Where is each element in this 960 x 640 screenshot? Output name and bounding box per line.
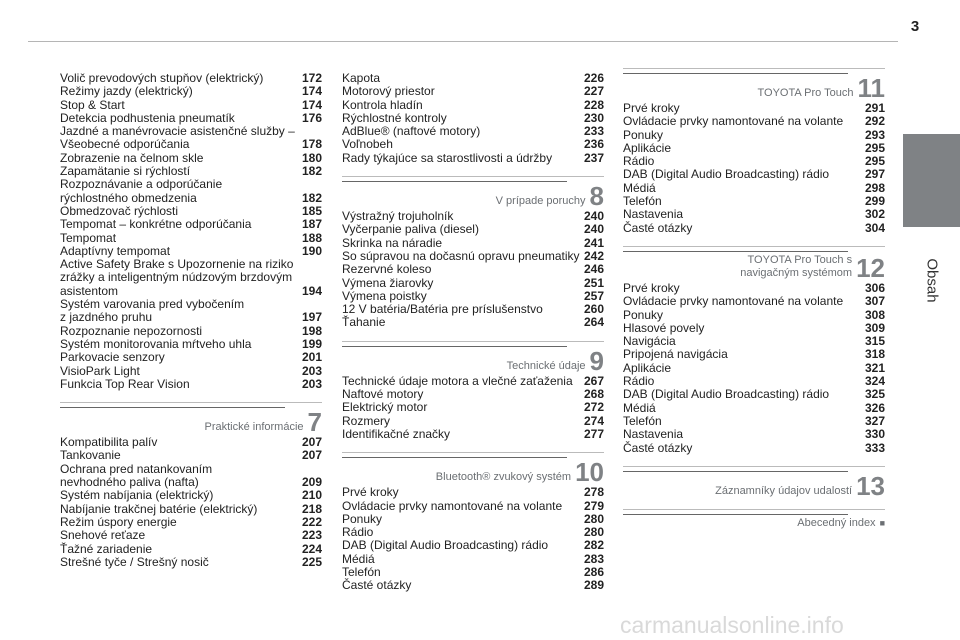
toc-entry[interactable] xyxy=(342,415,604,428)
toc-entry-page: 264 xyxy=(583,315,604,330)
toc-entry[interactable] xyxy=(623,362,885,375)
toc-entry-page: 304 xyxy=(864,220,885,235)
toc-entry-page: 194 xyxy=(301,283,322,298)
toc-entry[interactable] xyxy=(342,263,604,276)
toc-entry[interactable] xyxy=(623,322,885,335)
toc-entry-title: Ponuky xyxy=(342,511,383,526)
toc-entry[interactable] xyxy=(60,338,322,351)
toc-entry-title: Rezervné koleso xyxy=(342,262,432,277)
toc-entry-title: Motorový priestor xyxy=(342,84,435,99)
section-rule-light xyxy=(60,402,322,403)
section-title: TOYOTA Pro Touch xyxy=(757,87,854,99)
toc-entry-title: Rozpoznávanie a odporúčanie rýchlostného obmedzenia xyxy=(60,177,223,205)
section-number: 13 xyxy=(856,470,885,501)
toc-entry-title: DAB (Digital Audio Broadcasting) rádio xyxy=(342,538,549,553)
toc-entry-title: Prvé kroky xyxy=(623,280,680,295)
toc-entry-title: Rádio xyxy=(623,374,655,389)
toc-entry-page: 291 xyxy=(864,101,885,115)
toc-entry-page: 218 xyxy=(301,501,322,516)
toc-entry[interactable] xyxy=(60,503,322,516)
toc-entry-title: Prvé kroky xyxy=(623,101,680,115)
toc-entry[interactable] xyxy=(623,335,885,348)
toc-entry-title: Telefón xyxy=(623,413,662,428)
toc-entry-page: 268 xyxy=(583,387,604,402)
toc-entry-page: 318 xyxy=(864,347,885,362)
toc-entry[interactable] xyxy=(342,500,604,513)
section-number: 7 xyxy=(307,407,322,438)
toc-entry-page: 302 xyxy=(864,207,885,222)
toc-entry-title: AdBlue® (naftové motory) xyxy=(342,124,481,139)
toc-entry-title: Vyčerpanie paliva (diesel) xyxy=(342,222,479,237)
toc-entry-title: Active Safety Brake s Upozornenie na riziko zrážky a inteligentným núdzovým brzdovým asistentom xyxy=(60,257,294,298)
toc-entry-title: DAB (Digital Audio Broadcasting) rádio xyxy=(623,167,830,182)
toc-entry[interactable] xyxy=(623,282,885,295)
toc-entry-title: Navigácia xyxy=(623,334,676,349)
toc-entry-title: Detekcia podhustenia pneumatík xyxy=(60,110,235,125)
toc-entry-page: 251 xyxy=(583,275,604,290)
toc-entry-page: 197 xyxy=(301,310,322,325)
toc-entry[interactable] xyxy=(60,516,322,529)
toc-entry-title: Identifikačné značky xyxy=(342,426,451,441)
toc-entry-title: Nastavenia xyxy=(623,427,684,442)
toc-entry[interactable] xyxy=(623,155,885,168)
toc-entry-page: 174 xyxy=(301,97,322,112)
toc-entry-title: Režimy jazdy (elektrický) xyxy=(60,84,193,99)
section-title: Bluetooth® zvukový systém xyxy=(435,471,572,484)
section-rule xyxy=(623,514,848,515)
toc-entry-page: 198 xyxy=(301,323,322,338)
toc-entry-title: Ovládacie prvky namontované na volante xyxy=(623,114,844,129)
section-rule xyxy=(623,251,848,252)
toc-entry-page: 207 xyxy=(301,435,322,450)
toc-entry[interactable] xyxy=(623,415,885,428)
toc-entry[interactable] xyxy=(60,165,322,178)
toc-entry-page: 226 xyxy=(583,71,604,85)
toc-entry-title: Obmedzovač rýchlosti xyxy=(60,203,179,218)
section-header[interactable] xyxy=(623,509,885,530)
toc-entry-page: 277 xyxy=(583,426,604,441)
toc-entry[interactable] xyxy=(342,290,604,303)
toc-entry-title: Systém nabíjania (elektrický) xyxy=(60,488,214,503)
toc-column-1 xyxy=(60,72,322,569)
toc-entry-page: 267 xyxy=(583,373,604,388)
toc-entry-page: 327 xyxy=(864,413,885,428)
toc-entry-title: Ovládacie prvky namontované na volante xyxy=(342,498,563,513)
toc-entry-title: Voľnobeh xyxy=(342,137,393,152)
toc-entry[interactable] xyxy=(623,295,885,308)
section-number: 11 xyxy=(857,73,885,103)
toc-entry-page: 210 xyxy=(301,488,322,503)
toc-entry-title: Jazdné a manévrovacie asistenčné služby – Všeobecné odporúčania xyxy=(60,124,295,152)
toc-entry-page: 293 xyxy=(864,127,885,142)
toc-entry[interactable] xyxy=(342,99,604,112)
toc-entry-page: 280 xyxy=(583,525,604,540)
section-title: Praktické informácie xyxy=(204,421,304,434)
toc-entry-page: 240 xyxy=(583,222,604,237)
toc-entry-page: 257 xyxy=(583,288,604,303)
square-bullet-icon: ■ xyxy=(879,517,885,528)
toc-entry[interactable] xyxy=(623,208,885,221)
toc-entry[interactable] xyxy=(342,316,604,329)
toc-entry-title: VisioPark Light xyxy=(60,363,140,378)
section-number: 8 xyxy=(589,181,604,212)
toc-entry[interactable] xyxy=(60,112,322,125)
toc-entry[interactable] xyxy=(342,112,604,125)
toc-entry-page: 230 xyxy=(583,110,604,125)
toc-entry-page: 282 xyxy=(583,538,604,553)
toc-entry[interactable] xyxy=(342,237,604,250)
toc-entry-page: 308 xyxy=(864,307,885,322)
toc-entry-title: Hlasové povely xyxy=(623,320,705,335)
section-header[interactable] xyxy=(342,341,604,376)
toc-entry[interactable] xyxy=(623,168,885,181)
toc-entry[interactable] xyxy=(342,539,604,552)
toc-entry-page: 307 xyxy=(864,294,885,309)
toc-entry-page: 182 xyxy=(301,190,322,205)
toc-entry-title: Ťažné zariadenie xyxy=(60,541,153,556)
toc-entry-page: 330 xyxy=(864,427,885,442)
toc-entry-page: 283 xyxy=(583,551,604,566)
toc-entry-page: 199 xyxy=(301,336,322,351)
section-header[interactable] xyxy=(623,246,885,283)
toc-entry[interactable] xyxy=(60,258,322,298)
section-header[interactable] xyxy=(60,402,322,438)
toc-column-2 xyxy=(342,72,604,593)
toc-entry[interactable] xyxy=(623,182,885,195)
toc-entry[interactable] xyxy=(60,449,322,462)
toc-entry-title: Prvé kroky xyxy=(342,485,399,500)
toc-entry[interactable] xyxy=(342,388,604,401)
toc-entry-title: Výstražný trojuholník xyxy=(342,209,454,224)
toc-entry[interactable] xyxy=(623,222,885,235)
toc-entry[interactable] xyxy=(342,579,604,592)
toc-entry-title: Výmena žiarovky xyxy=(342,275,434,290)
toc-entry-page: 324 xyxy=(864,374,885,389)
toc-entry[interactable] xyxy=(60,378,322,391)
toc-entry-page: 172 xyxy=(301,71,322,85)
section-rule-light xyxy=(623,509,885,510)
section-number: 9 xyxy=(589,345,604,376)
toc-entry[interactable] xyxy=(342,85,604,98)
toc-entry[interactable] xyxy=(623,102,885,115)
toc-entry[interactable] xyxy=(60,218,322,231)
toc-entry-page: 209 xyxy=(301,475,322,490)
section-rule-light xyxy=(342,176,604,177)
section-rule-light xyxy=(623,466,885,467)
toc-entry[interactable] xyxy=(623,375,885,388)
toc-entry[interactable] xyxy=(623,348,885,361)
toc-column-3 xyxy=(623,68,885,532)
toc-entry-title: Zapamätanie si rýchlostí xyxy=(60,164,191,179)
toc-entry-title: Kontrola hladín xyxy=(342,97,423,112)
toc-entry-title: Nastavenia xyxy=(623,207,684,222)
toc-entry[interactable] xyxy=(60,205,322,218)
toc-entry-title: Aplikácie xyxy=(623,360,672,375)
section-rule xyxy=(623,73,848,74)
toc-entry-page: 227 xyxy=(583,84,604,99)
toc-entry-title: Médiá xyxy=(342,551,375,566)
toc-entry[interactable] xyxy=(623,142,885,155)
toc-entry-title: Snehové reťaze xyxy=(60,528,146,543)
top-rule xyxy=(28,41,898,42)
toc-entry[interactable] xyxy=(60,99,322,112)
toc-entry-title: Rádio xyxy=(342,525,374,540)
toc-entry-page: 295 xyxy=(864,154,885,169)
section-rule-light xyxy=(623,68,885,69)
toc-entry-page: 298 xyxy=(864,180,885,195)
toc-entry-page: 188 xyxy=(301,230,322,245)
toc-entry-title: Tempomat – konkrétne odporúčania xyxy=(60,217,252,232)
toc-entry-page: 174 xyxy=(301,84,322,99)
toc-entry-title: Technické údaje motora a vlečné zaťaženia xyxy=(342,373,573,388)
toc-entry[interactable] xyxy=(623,428,885,441)
toc-entry-title: Ponuky xyxy=(623,307,664,322)
toc-entry-title: So súpravou na dočasnú opravu pneumatiky xyxy=(342,248,580,263)
toc-entry-title: Rádio xyxy=(623,154,655,169)
toc-entry-title: 12 V batéria/Batéria pre príslušenstvo xyxy=(342,302,543,317)
toc-entry[interactable] xyxy=(60,436,322,449)
toc-entry-page: 225 xyxy=(301,554,322,569)
section-rule xyxy=(60,407,285,408)
toc-entry-title: Rozpoznanie nepozornosti xyxy=(60,323,203,338)
toc-entry-title: Telefón xyxy=(623,194,662,209)
toc-entry-title: DAB (Digital Audio Broadcasting) rádio xyxy=(623,387,830,402)
toc-entry-page: 333 xyxy=(864,440,885,455)
toc-entry-title: Naftové motory xyxy=(342,387,424,402)
toc-entry[interactable] xyxy=(342,277,604,290)
toc-entry-page: 306 xyxy=(864,280,885,295)
section-rule-light xyxy=(342,452,604,453)
toc-entry-page: 224 xyxy=(301,541,322,556)
toc-entry-title: Médiá xyxy=(623,180,656,195)
toc-entry-title: Skrinka na náradie xyxy=(342,235,443,250)
toc-entry-page: 190 xyxy=(301,243,322,258)
toc-entry-title: Zobrazenie na čelnom skle xyxy=(60,150,204,165)
toc-entry-page: 260 xyxy=(583,302,604,317)
toc-entry-title: Elektrický motor xyxy=(342,400,428,415)
toc-entry[interactable] xyxy=(342,250,604,263)
toc-entry-page: 222 xyxy=(301,514,322,529)
watermark: carmanualsonline.info xyxy=(620,612,844,638)
section-number: 10 xyxy=(575,457,604,488)
toc-entry[interactable] xyxy=(342,428,604,441)
toc-entry-page: 223 xyxy=(301,528,322,543)
toc-entry-title: Ovládacie prvky namontované na volante xyxy=(623,294,844,309)
section-rule xyxy=(342,346,567,347)
toc-entry-title: Funkcia Top Rear Vision xyxy=(60,376,190,391)
toc-entry[interactable] xyxy=(342,125,604,138)
toc-entry-title: Režim úspory energie xyxy=(60,514,177,529)
toc-entry[interactable] xyxy=(623,442,885,455)
toc-entry-page: 187 xyxy=(301,217,322,232)
section-title: Abecedný index xyxy=(797,516,876,529)
toc-entry[interactable] xyxy=(342,72,604,85)
toc-entry-title: Parkovacie senzory xyxy=(60,350,165,365)
page-number: 3 xyxy=(910,18,920,35)
toc-entry-page: 233 xyxy=(583,124,604,139)
toc-entry[interactable] xyxy=(342,513,604,526)
toc-entry[interactable] xyxy=(60,85,322,98)
toc-entry-page: 242 xyxy=(583,248,604,263)
toc-entry-title: Telefón xyxy=(342,565,381,580)
toc-entry[interactable] xyxy=(623,309,885,322)
toc-entry-page: 203 xyxy=(301,376,322,391)
toc-entry-page: 182 xyxy=(301,164,322,179)
toc-entry[interactable] xyxy=(60,245,322,258)
toc-entry-page: 325 xyxy=(864,387,885,402)
section-title: TOYOTA Pro Touch s navigačným systémom xyxy=(740,253,853,279)
toc-entry[interactable] xyxy=(623,115,885,128)
toc-entry[interactable] xyxy=(60,365,322,378)
toc-entry-title: Volič prevodových stupňov (elektrický) xyxy=(60,71,264,85)
toc-entry-page: 180 xyxy=(301,150,322,165)
toc-entry[interactable] xyxy=(342,553,604,566)
toc-entry-page: 185 xyxy=(301,203,322,218)
section-header[interactable] xyxy=(342,452,604,488)
toc-entry-title: Rozmery xyxy=(342,413,391,428)
toc-entry-title: Tankovanie xyxy=(60,448,121,463)
toc-entry-title: Aplikácie xyxy=(623,140,672,155)
toc-entry-page: 246 xyxy=(583,262,604,277)
toc-entry[interactable] xyxy=(342,401,604,414)
toc-entry-page: 297 xyxy=(864,167,885,182)
section-title: Technické údaje xyxy=(506,359,586,372)
section-header[interactable] xyxy=(623,466,885,501)
toc-entry-page: 241 xyxy=(583,235,604,250)
section-header-inner xyxy=(623,509,885,530)
toc-entry[interactable] xyxy=(60,556,322,569)
toc-entry[interactable] xyxy=(623,195,885,208)
side-tab-label: Obsah xyxy=(923,258,941,303)
toc-entry-page: 321 xyxy=(864,360,885,375)
toc-entry[interactable] xyxy=(342,210,604,223)
toc-entry[interactable] xyxy=(60,325,322,338)
toc-entry-title: Stop & Start xyxy=(60,97,125,112)
toc-entry-title: Kompatibilita palív xyxy=(60,435,158,450)
toc-entry-page: 240 xyxy=(583,209,604,224)
toc-entry[interactable] xyxy=(342,223,604,236)
toc-entry-page: 295 xyxy=(864,140,885,155)
toc-entry[interactable] xyxy=(342,152,604,165)
toc-entry-title: Ochrana pred natankovaním nevhodného paliva (nafta) xyxy=(60,461,213,490)
toc-entry-title: Časté otázky xyxy=(623,220,693,235)
toc-entry-page: 236 xyxy=(583,137,604,152)
toc-entry-title: Ťahanie xyxy=(342,315,386,330)
section-rule xyxy=(342,181,567,182)
toc-entry[interactable] xyxy=(60,125,322,152)
section-number: 12 xyxy=(856,252,885,283)
toc-entry-title: Systém monitorovania mŕtveho uhla xyxy=(60,336,252,351)
toc-entry-page: 299 xyxy=(864,194,885,209)
toc-entry-page: 237 xyxy=(583,150,604,165)
toc-entry-title: Systém varovania pred vybočením z jazdného pruhu xyxy=(60,297,245,325)
toc-entry-page: 272 xyxy=(583,400,604,415)
section-rule xyxy=(623,471,848,472)
toc-entry-title: Výmena poistky xyxy=(342,288,427,303)
toc-entry[interactable] xyxy=(342,526,604,539)
toc-entry-page: 315 xyxy=(864,334,885,349)
toc-entry[interactable] xyxy=(60,152,322,165)
toc-entry-page: 203 xyxy=(301,363,322,378)
section-rule-light xyxy=(623,246,885,247)
toc-entry[interactable] xyxy=(60,351,322,364)
toc-entry[interactable] xyxy=(342,375,604,388)
toc-entry-page: 280 xyxy=(583,511,604,526)
toc-entry-page: 292 xyxy=(864,114,885,129)
toc-entry[interactable] xyxy=(60,232,322,245)
toc-entry-page: 278 xyxy=(583,485,604,500)
toc-entry[interactable] xyxy=(60,543,322,556)
toc-entry[interactable] xyxy=(60,178,322,205)
toc-entry-title: Rady týkajúce sa starostlivosti a údržby xyxy=(342,150,553,165)
toc-entry-page: 207 xyxy=(301,448,322,463)
section-title: Záznamníky údajov udalostí xyxy=(715,484,853,497)
toc-entry[interactable] xyxy=(623,402,885,415)
toc-entry-title: Tempomat xyxy=(60,230,117,245)
toc-entry[interactable] xyxy=(342,138,604,151)
toc-entry[interactable] xyxy=(60,463,322,490)
toc-entry-title: Pripojená navigácia xyxy=(623,347,728,362)
toc-entry-title: Časté otázky xyxy=(623,440,693,455)
toc-entry[interactable] xyxy=(60,489,322,502)
toc-entry-title: Médiá xyxy=(623,400,656,415)
toc-entry-page: 176 xyxy=(301,110,322,125)
toc-entry-title: Adaptívny tempomat xyxy=(60,243,171,258)
toc-entry-page: 178 xyxy=(301,137,322,152)
toc-entry-title: Časté otázky xyxy=(342,578,412,593)
section-header[interactable] xyxy=(342,176,604,212)
toc-entry-page: 274 xyxy=(583,413,604,428)
side-tab xyxy=(903,134,960,227)
toc-entry-title: Ponuky xyxy=(623,127,664,142)
toc-entry-page: 309 xyxy=(864,320,885,335)
section-title: V prípade poruchy xyxy=(495,195,586,208)
toc-entry-title: Kapota xyxy=(342,71,381,85)
section-header[interactable] xyxy=(623,68,885,103)
toc-entry-title: Nabíjanie trakčnej batérie (elektrický) xyxy=(60,501,258,516)
toc-entry[interactable] xyxy=(60,529,322,542)
toc-entry-page: 289 xyxy=(583,578,604,593)
toc-entry[interactable] xyxy=(623,129,885,142)
toc-entry[interactable] xyxy=(342,486,604,499)
toc-entry[interactable] xyxy=(60,72,322,85)
toc-entry-page: 326 xyxy=(864,400,885,415)
toc-entry-title: Rýchlostné kontroly xyxy=(342,110,447,125)
toc-entry-page: 228 xyxy=(583,97,604,112)
toc-entry[interactable] xyxy=(623,388,885,401)
toc-entry-page: 286 xyxy=(583,565,604,580)
section-rule xyxy=(342,457,567,458)
section-rule-light xyxy=(342,341,604,342)
toc-entry[interactable] xyxy=(60,298,322,325)
toc-entry-page: 279 xyxy=(583,498,604,513)
toc-entry-title: Strešné tyče / Strešný nosič xyxy=(60,554,209,569)
toc-entry-page: 201 xyxy=(301,350,322,365)
